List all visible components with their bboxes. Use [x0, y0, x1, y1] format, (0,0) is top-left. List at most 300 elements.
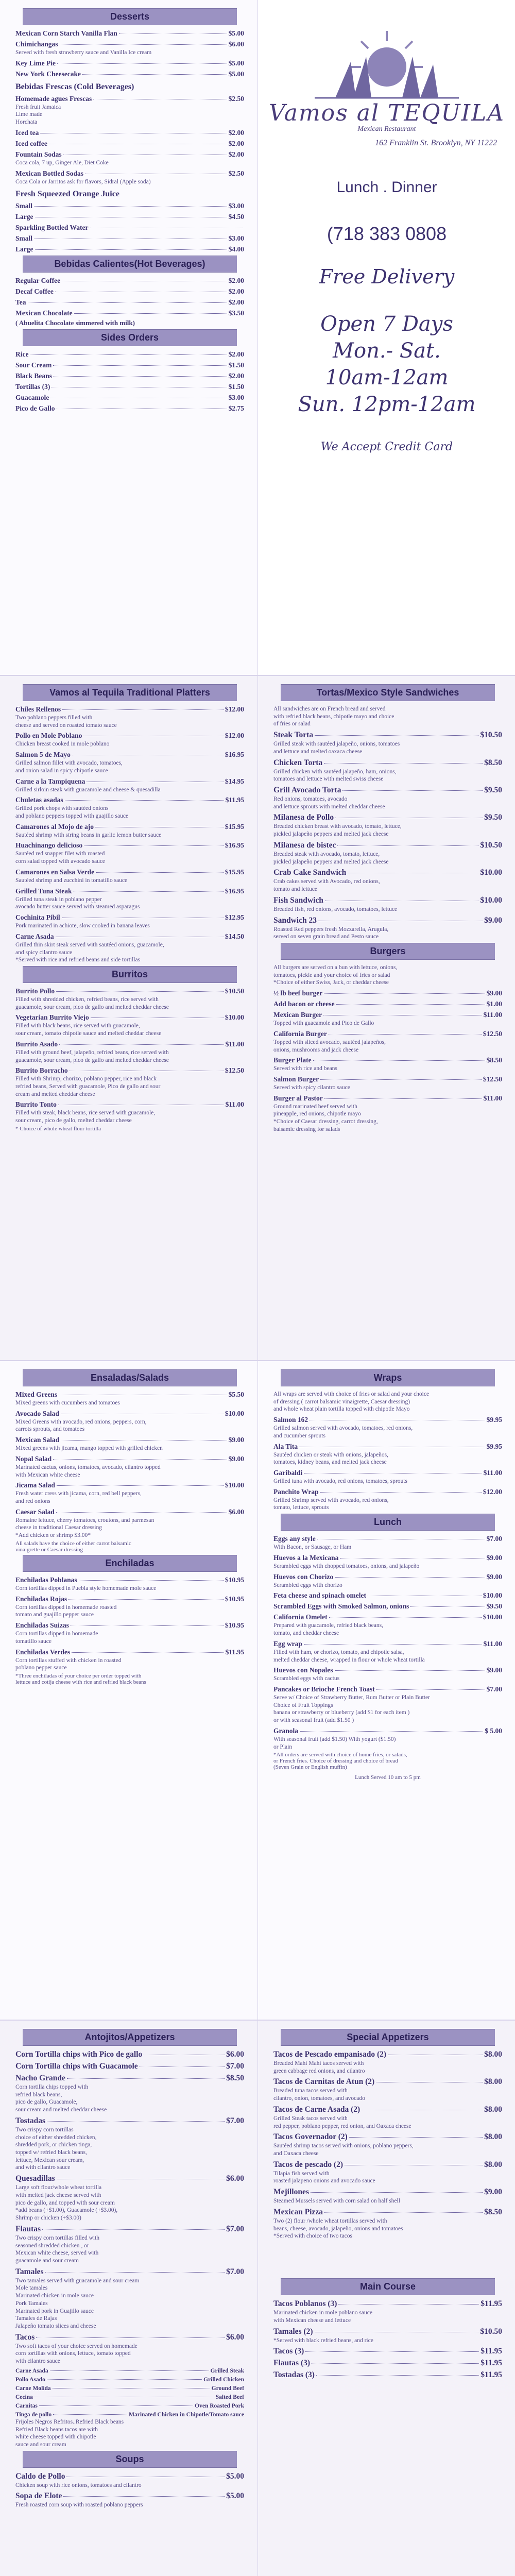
menu-item — [15, 796, 244, 804]
menu-item-description: Grilled steak with sautéed jalapeño, onions, tomatoes and lettuce and melted oaxaca cheese — [273, 741, 400, 755]
menu-item-name: Huevos a la Mexicana — [273, 1553, 339, 1562]
leader-dots — [63, 154, 227, 155]
menu-item-name: Nopal Salad — [15, 1454, 52, 1463]
menu-item-description: Two (2) flour /whole wheat tortillas served with beans, cheese, avocado, jalapeño, onions and tomatoes *Served with choice of two tacos — [273, 2217, 403, 2240]
leader-dots — [315, 2331, 479, 2332]
menu-item-price: $10.50 — [480, 840, 502, 850]
menu-item-description: Romaine lettuce, cherry tomatoes, croutons, and parmesan cheese in traditional Caesar dressing *Add chicken or shrimp $3.00* — [15, 1517, 154, 1539]
leader-dots — [87, 781, 223, 782]
menu-item — [273, 1591, 502, 1600]
menu-item — [15, 224, 244, 232]
menu-item — [273, 841, 502, 850]
leader-dots — [56, 936, 224, 937]
menu-item-description: Served with rice and beans — [273, 1065, 337, 1072]
menu-item — [273, 1030, 502, 1038]
menu-item-price: $5.00 — [228, 29, 244, 37]
menu-item-price: $8.00 — [484, 2077, 502, 2087]
restaurant-name: Vamos al TEQUILA — [268, 100, 505, 126]
menu-item-price: $10.00 — [483, 1591, 502, 1600]
menu-item-name: Camarones en Salsa Verde — [15, 868, 95, 876]
menu-item — [15, 1410, 244, 1418]
menu-item-description: Corn tortillas stuffed with chicken in roasted poblano pepper sauce — [15, 1657, 122, 1671]
leader-dots — [96, 872, 224, 873]
menu-item-name: Mexican Corn Starch Vanilla Flan — [15, 29, 117, 37]
hours — [258, 311, 515, 418]
leader-dots — [62, 917, 224, 918]
section-note: All sandwiches are on French bread and served with refried black beans, chipotle mayo and choice of fries or salad — [273, 706, 394, 727]
menu-item-price: $10.95 — [225, 1575, 244, 1584]
menu-item — [15, 361, 244, 369]
menu-item-description: Grilled chicken with sautéed jalapeño, ham, onions, tomatoes and lettuce with melted swiss cheese — [273, 768, 397, 783]
leader-dots — [312, 2363, 479, 2364]
leader-dots — [57, 63, 227, 64]
menu-item-name: Mexican Bottled Sodas — [15, 169, 84, 177]
taco-filling-name: Tinga de pollo — [15, 2411, 52, 2418]
section-header: Enchiladas — [23, 1555, 237, 1572]
leader-dots — [84, 845, 224, 846]
menu-item-description: Fresh roasted corn soup with roasted poblano peppers — [15, 2502, 143, 2509]
menu-item-description: Grilled thin skirt steak served with sautéed onions, guacamole, and spicy cilantro sauce *Served with rice and refried beans and side tortillas — [15, 941, 164, 963]
menu-item-name: Tacos de Pescado empanisado (2) — [273, 2050, 387, 2059]
leader-dots — [362, 2109, 483, 2110]
menu-item — [15, 59, 244, 67]
menu-item — [15, 1013, 244, 1022]
menu-item-price: $8.00 — [484, 2160, 502, 2169]
menu-item-description: Grilled sirloin steak with guacamole and cheese & quesadilla — [15, 786, 161, 793]
leader-dots — [329, 1033, 482, 1035]
menu-item-name: Tamales (2) — [273, 2327, 313, 2336]
menu-item-name: Enchiladas Poblanas — [15, 1575, 77, 1584]
menu-item — [15, 2062, 244, 2071]
menu-item — [15, 1040, 244, 1048]
menu-item — [15, 1391, 244, 1399]
section-header: Vamos al Tequila Traditional Platters — [23, 684, 237, 701]
leader-dots — [388, 2054, 483, 2055]
menu-item-name: Mexican Burger — [273, 1011, 322, 1019]
leader-dots — [345, 2164, 483, 2165]
menu-item — [15, 309, 244, 317]
leader-dots — [39, 2405, 193, 2406]
menu-item — [15, 70, 244, 78]
menu-item-description: Mixed greens with cucumbers and tomatoes — [15, 1400, 120, 1406]
menu-item-price: $15.95 — [225, 822, 244, 831]
menu-item — [15, 933, 244, 941]
menu-item-name: Add bacon or cheese — [273, 1000, 335, 1008]
menu-item-price: $9.00 — [486, 1572, 502, 1581]
menu-item-price: $1.50 — [228, 383, 244, 391]
menu-item-price: $15.95 — [225, 868, 244, 876]
leader-dots — [65, 800, 224, 801]
leader-dots — [329, 1617, 482, 1618]
menu-item — [15, 234, 244, 243]
leader-dots — [376, 2081, 483, 2082]
leader-dots — [119, 33, 227, 34]
menu-item-price: $8.50 — [484, 2207, 502, 2216]
menu-item-name: Crab Cake Sandwich — [273, 868, 347, 877]
menu-item-price: $12.50 — [483, 1029, 502, 1038]
menu-item-price: $7.00 — [486, 1685, 502, 1693]
menu-item — [15, 1436, 244, 1444]
menu-item-name: Garibaldi — [273, 1469, 303, 1477]
menu-item-name: Tostadas — [15, 2116, 46, 2125]
menu-item — [273, 2077, 502, 2087]
menu-item — [15, 2074, 244, 2083]
menu-item-description: Grilled Steak tacos served with red pepper, poblano pepper, red onion, and Oaxaca cheese — [273, 2115, 411, 2129]
salads-enchiladas-panel — [0, 1361, 258, 2020]
taco-filling — [15, 2368, 244, 2374]
menu-item-price: $9.00 — [486, 1666, 502, 1674]
leader-dots — [56, 1512, 227, 1513]
menu-item-price: $5.00 — [226, 2492, 244, 2501]
menu-item — [273, 916, 502, 925]
menu-item-name: Large — [15, 213, 33, 221]
wraps-lunch-panel — [258, 1361, 515, 2020]
menu-item — [273, 868, 502, 877]
menu-item — [15, 350, 244, 359]
leader-dots — [82, 74, 227, 75]
menu-item-price: $10.95 — [225, 1621, 244, 1630]
menu-item-description: Coca cola, 7 up, Ginger Ale, Diet Coke — [15, 159, 109, 166]
section-header: Antojitos/Appetizers — [23, 2029, 237, 2046]
leader-dots — [49, 143, 227, 144]
menu-item — [15, 140, 244, 148]
menu-item-price: $2.00 — [228, 277, 244, 285]
menu-item-name: Enchiladas Suizas — [15, 1621, 69, 1630]
section-header: Burritos — [23, 966, 237, 983]
menu-item-price: $3.00 — [228, 234, 244, 243]
menu-item — [273, 989, 502, 997]
taco-filling — [15, 2412, 244, 2418]
menu-item-description: With Bacon, or Sausage, or Ham — [273, 1544, 352, 1551]
menu-item-description: Served with fresh strawberry sauce and Vanilla Ice cream — [15, 49, 152, 56]
appetizers-soups-panel — [0, 2021, 258, 2576]
menu-item-description: Topped with guacamole and Pico de Gallo — [273, 1020, 374, 1027]
menu-item-price: $6.00 — [226, 2174, 244, 2183]
leader-dots — [340, 1557, 485, 1558]
menu-item-description: Scrambled eggs with cactus — [273, 1675, 340, 1682]
menu-item-price: $9.00 — [484, 2188, 502, 2197]
section-header: Wraps — [281, 1369, 495, 1386]
section-note: *Three enchiladas of your choice per order topped with lettuce and cotija cheese with rice and refried black beans — [15, 1672, 146, 1685]
menu-item-name: Pico de Gallo — [15, 404, 55, 413]
leader-dots — [311, 2192, 483, 2193]
menu-item-name: California Burger — [273, 1029, 327, 1038]
menu-item-name: Mixed Greens — [15, 1391, 58, 1398]
free-delivery: Free Delivery — [319, 265, 455, 288]
leader-dots — [376, 1689, 485, 1690]
menu-item-name: Burger al Pastor — [273, 1094, 323, 1102]
menu-item — [15, 1595, 244, 1603]
menu-item-price: $2.00 — [228, 350, 244, 359]
menu-item-price: $2.00 — [228, 150, 244, 158]
menu-item — [15, 868, 244, 876]
menu-item-description: Mixed Greens with avocado, red onions, peppers, corn, carrots sprouts, and tomatoes — [15, 1418, 147, 1433]
menu-item — [15, 887, 244, 895]
menu-item-price: $9.50 — [486, 1602, 502, 1611]
section-note: All wraps are served with choice of fries or salad and your choice of dressing ( carrot balsamic vinaigrette, Caesar dressing) and whole wheat plain tortilla topped with chipotle Mayo — [273, 1391, 430, 1413]
menu-item-name: Panchito Wrap — [273, 1487, 319, 1496]
menu-item-description: Scrambled eggs with chopped tomatoes, onions, and jalapeño — [273, 1563, 420, 1569]
leader-dots — [59, 1044, 224, 1045]
menu-item-description: Topped with sliced avocado, sautéed jalapeños, onions, mushrooms and jack cheese — [273, 1039, 386, 1053]
menu-item-name: Fish Sandwich — [273, 895, 323, 905]
taco-filling-desc: Ground Beef — [211, 2385, 244, 2392]
menu-item — [15, 1648, 244, 1656]
menu-item-name: Feta cheese and spinach omelet — [273, 1591, 366, 1600]
menu-item-price: $8.00 — [484, 2105, 502, 2114]
menu-item-price: $16.95 — [225, 751, 244, 759]
leader-dots — [368, 1595, 482, 1596]
section-header: Desserts — [23, 8, 237, 25]
menu-item-name: Mejillones — [273, 2188, 309, 2197]
menu-item-price: $9.95 — [486, 1416, 502, 1424]
menu-item — [273, 896, 502, 905]
leader-dots — [335, 1577, 485, 1578]
menu-item — [273, 1685, 502, 1693]
menu-item-price: $11.95 — [480, 2370, 502, 2380]
leader-dots — [320, 1079, 482, 1080]
menu-item-price: $2.50 — [228, 169, 244, 177]
credit-card-note: We Accept Credit Card — [320, 440, 453, 453]
taco-filling-name: Carne Molida — [15, 2385, 51, 2392]
menu-item-name: Key Lime Pie — [15, 59, 56, 67]
menu-item-price: $1.00 — [486, 1000, 502, 1008]
menu-item-description: Corn tortillas dipped in homemade tomatillo sauce — [15, 1631, 98, 1645]
menu-item — [15, 383, 244, 391]
menu-item — [15, 2333, 244, 2342]
menu-item-description: Served with spicy cilantro sauce — [273, 1084, 350, 1091]
menu-item-price: $6.00 — [228, 1507, 244, 1516]
menu-item — [273, 1075, 502, 1083]
menu-item-price: $11.00 — [483, 1094, 502, 1102]
menu-item-description: Fresh water cress with jicama, corn, red bell peppers, and red onions — [15, 1490, 142, 1505]
restaurant-subtitle: Mexican Restaurant — [357, 125, 416, 133]
menu-item-name: Carne Asada — [15, 932, 54, 940]
menu-item — [273, 1535, 502, 1543]
taco-filling-desc: Grilled Chicken — [203, 2376, 244, 2383]
section-header: Burgers — [281, 943, 495, 960]
leader-dots — [72, 1652, 224, 1653]
menu-item-name: Corn Tortilla chips with Pico de gallo — [15, 2050, 143, 2059]
menu-item — [15, 2267, 244, 2277]
taco-filling — [15, 2394, 244, 2400]
menu-item-name: Tacos Poblanos (3) — [273, 2299, 337, 2309]
menu-item — [273, 1094, 502, 1103]
menu-item-description: Two poblano peppers filled with cheese and served on roasted tomato sauce — [15, 715, 117, 728]
leader-dots — [320, 1492, 482, 1493]
menu-item — [273, 731, 502, 740]
menu-item-price: $9.95 — [486, 1442, 502, 1450]
leader-dots — [34, 238, 227, 239]
menu-item-name: Corn Tortilla chips with Guacamole — [15, 2062, 138, 2071]
menu-item-name: Avocado Salad — [15, 1409, 59, 1417]
leader-dots — [35, 2396, 214, 2397]
section-subheader: Bebidas Frescas (Cold Beverages) — [15, 82, 134, 91]
menu-item — [273, 2299, 502, 2309]
leader-dots — [53, 2414, 127, 2415]
menu-item-name: Mexican Salad — [15, 1436, 60, 1444]
menu-item-price: $4.00 — [228, 245, 244, 253]
menu-item-price: $9.00 — [486, 989, 502, 997]
menu-item — [273, 2050, 502, 2059]
leader-dots — [304, 1643, 482, 1645]
leader-dots — [47, 2379, 202, 2380]
section-note: Frijoles Negros Refritos..Refried Black beans Refried Black beans tacos are with white cheese topped with chipotle sauce and sour cream — [15, 2418, 124, 2448]
leader-dots — [57, 1485, 224, 1486]
menu-item-name: Regular Coffee — [15, 277, 61, 285]
menu-item-name: Burrito Asado — [15, 1040, 58, 1048]
menu-item-description: Filled with Shrimp, chorizo, poblano pepper, rice and black refried beans, Served with guacamole, Pico de gallo and sour cream and melted cheddar cheese — [15, 1076, 161, 1097]
menu-item-name: Pancakes or Brioche French Toast — [273, 1685, 375, 1693]
leader-dots — [47, 2121, 225, 2122]
menu-item-name: Ala Tita — [273, 1442, 298, 1450]
menu-item-name: Homemade agues Frescas — [15, 94, 92, 103]
menu-item-description: Prepared with guacamole, refried black beans, tomato, and cheddar cheese — [273, 1622, 383, 1637]
menu-item-price: $ 5.00 — [485, 1726, 502, 1735]
menu-item-description: Tilapia fish served with roasted jalapeno onions and avocado sauce — [273, 2170, 375, 2184]
menu-item-price: $10.50 — [480, 2327, 502, 2336]
menu-item — [273, 2208, 502, 2217]
leader-dots — [317, 1538, 485, 1539]
leader-dots — [74, 891, 224, 892]
section-header: Bebidas Calientes(Hot Beverages) — [23, 256, 237, 273]
menu-item-name: Milanesa de bistec — [273, 840, 336, 850]
leader-dots — [58, 1104, 224, 1105]
menu-item-description: Serve w/ Choice of Strawberry Butter, Rum Butter or Plain Butter Choice of Fruit Toppings banana or strawberry or blueberry (add $1 for each item ) or with seasonal fruit (add $1.50 ) — [273, 1694, 430, 1724]
menu-item — [15, 751, 244, 759]
menu-item-name: Tacos de Carne Asada (2) — [273, 2105, 360, 2114]
menu-item-price: $9.00 — [228, 1436, 244, 1444]
menu-item — [15, 277, 244, 285]
leader-dots — [28, 302, 227, 303]
leader-dots — [342, 790, 483, 791]
menu-item — [15, 245, 244, 253]
leader-dots — [56, 991, 224, 992]
menu-item-name: Mexican Pizza — [273, 2207, 323, 2216]
menu-item-description: Crab cakes served with Avocado, red onions, tomato and lettuce — [273, 878, 380, 893]
menu-item-description: Breaded chicken breast with avocado, tomato, lettuce, pickled jalapeño peppers and melted jack cheese — [273, 823, 402, 838]
menu-item-price: $9.00 — [486, 1553, 502, 1562]
menu-item-price: $5.50 — [228, 1391, 244, 1398]
menu-item-description: Two soft tacos of your choice served on homemade corn tortillas with onions, lettuce, tomato topped with cilantro sauce — [15, 2343, 138, 2365]
leader-dots — [324, 1098, 482, 1099]
leader-dots — [349, 2137, 483, 2138]
menu-item-price: $11.00 — [483, 1011, 502, 1019]
menu-item-name: Jicama Salad — [15, 1481, 55, 1489]
leader-dots — [62, 280, 227, 281]
menu-item-name: Tamales — [15, 2267, 44, 2276]
menu-item-name: California Omelet — [273, 1613, 328, 1621]
menu-item-name: Caesar Salad — [15, 1507, 55, 1516]
section-header: Main Course — [281, 2278, 495, 2295]
leader-dots — [66, 2476, 225, 2477]
menu-item-description: Grilled pork chops with sautéed onions and poblano peppers topped with guajillo sauce — [15, 805, 129, 820]
menu-item-description: Grilled salmon fillet with avocado, tomatoes, and onion salad in spicy chipotle sauce — [15, 760, 123, 774]
section-header: Ensaladas/Salads — [23, 1369, 237, 1386]
leader-dots — [90, 227, 243, 228]
leader-dots — [410, 1606, 485, 1607]
section-note: All burgers are served on a bun with lettuce, onions, tomatoes, pickle and your choice of fries or salad *Choice of either Swiss, Jack, or cheddar cheese — [273, 964, 398, 986]
leader-dots — [144, 2054, 225, 2055]
leader-dots — [57, 2178, 225, 2179]
leader-dots — [68, 1599, 224, 1600]
leader-dots — [50, 397, 227, 398]
section-note: All salads have the choice of either carrot balsamic vinaigrette or Caesar dressing — [15, 1540, 131, 1553]
menu-item — [273, 2188, 502, 2197]
menu-item — [273, 1727, 502, 1735]
leader-dots — [305, 2351, 479, 2352]
leader-dots — [85, 173, 227, 174]
menu-item — [273, 2160, 502, 2170]
menu-item-description: Chicken breast cooked in mole poblano — [15, 741, 110, 748]
menu-item-price: $10.95 — [225, 1595, 244, 1603]
menu-item — [15, 202, 244, 210]
menu-item-price: $2.00 — [228, 139, 244, 147]
menu-item-price: $11.00 — [225, 1100, 244, 1109]
leader-dots — [62, 709, 224, 710]
leader-dots — [35, 249, 227, 250]
menu-item — [15, 404, 244, 413]
menu-item-price: $11.00 — [483, 1639, 502, 1648]
section-subheader: Fresh Squeezed Orange Juice — [15, 190, 119, 199]
menu-item-name: Tostadas (3) — [273, 2370, 315, 2380]
menu-item-name: Pollo en Mole Poblano — [15, 732, 82, 740]
menu-item-name: Salmon 5 de Mayo — [15, 751, 71, 759]
menu-item-name: Camarones al Mojo de ajo — [15, 822, 94, 831]
menu-item — [273, 1573, 502, 1581]
menu-item-name: Sparkling Bottled Water — [15, 224, 89, 232]
menu-item — [15, 777, 244, 786]
leader-dots — [55, 291, 227, 292]
menu-item-name: Decaf Coffee — [15, 287, 54, 296]
menu-item — [15, 1481, 244, 1489]
taco-filling-desc: Oven Roasted Pork — [195, 2402, 244, 2409]
leader-dots — [34, 206, 227, 207]
menu-item — [273, 813, 502, 822]
menu-item-price: $7.00 — [226, 2224, 244, 2233]
leader-dots — [323, 1014, 482, 1015]
section-note: ( Abuelita Chocolate simmered with milk) — [15, 319, 135, 327]
menu-item-price: $16.95 — [225, 887, 244, 895]
leader-dots — [72, 754, 224, 755]
menu-item-description: Marinated cactus, onions, tomatoes, avocado, cilantro topped with Mexican white cheese — [15, 1464, 161, 1478]
menu-item-description: Breaded tuna tacos served with cilantro, onion, tomatoes, and avocado — [273, 2088, 365, 2102]
menu-item — [15, 823, 244, 831]
menu-item — [273, 2347, 502, 2356]
menu-item — [15, 287, 244, 296]
menu-item — [273, 2370, 502, 2380]
taco-filling-name: Carne Asada — [15, 2367, 48, 2374]
menu-item-description: Corn tortillas dipped in Puebla style homemade mole sauce — [15, 1585, 157, 1591]
menu-item-price: $9.00 — [484, 916, 502, 925]
menu-item — [15, 150, 244, 159]
menu-item-description: Breaded Mahi Mahi tacos served with green cabbage red onions, and cilantro — [273, 2060, 365, 2074]
leader-dots — [95, 826, 224, 827]
menu-item — [273, 2359, 502, 2368]
menu-item-name: Huevos con Nopales — [273, 1666, 333, 1674]
menu-item-price: $6.00 — [226, 2050, 244, 2059]
menu-item-name: Flautas — [15, 2224, 41, 2233]
leader-dots — [336, 1004, 485, 1005]
menu-item-price: $12.00 — [225, 705, 244, 713]
menu-item-name: Iced tea — [15, 128, 39, 137]
menu-item-description: Pork marinated in achiote, slow cooked in banana leaves — [15, 923, 150, 929]
menu-item-name: Salmon 162 — [273, 1416, 308, 1424]
menu-item-description: Filled with shredded chicken, refried beans, rice served with guacamole, sour cream, pico de gallo and melted cheddar cheese — [15, 996, 169, 1010]
menu-item-price: $12.00 — [225, 732, 244, 740]
leader-dots — [316, 2375, 479, 2376]
menu-item-name: Grill Avocado Torta — [273, 786, 341, 795]
